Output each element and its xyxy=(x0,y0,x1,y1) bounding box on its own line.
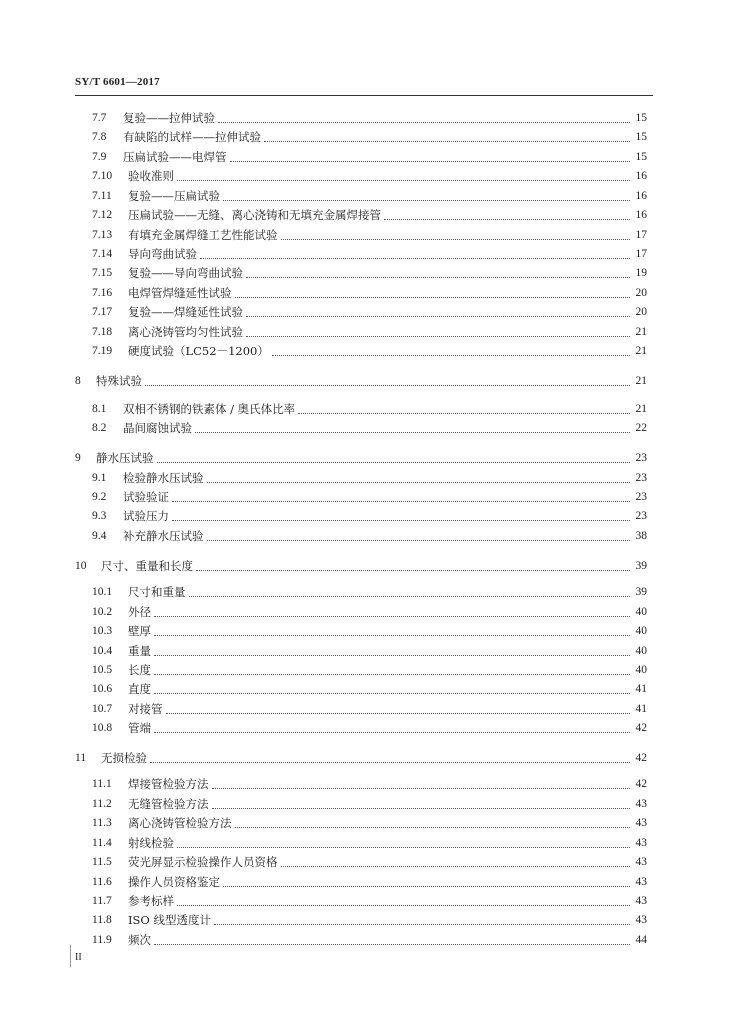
toc-entry-page: 42 xyxy=(635,778,647,790)
toc-entry-page: 15 xyxy=(635,112,647,124)
toc-entry-title: 荧光屏显示检验操作人员资格 xyxy=(128,855,278,869)
toc-leader-dots xyxy=(207,540,631,541)
toc-entry-title: 尺寸和重量 xyxy=(128,585,186,599)
toc-entry-number: 10.3 xyxy=(92,625,113,637)
toc-entry[interactable] xyxy=(92,892,647,910)
toc-entry-number: 11.7 xyxy=(92,895,112,907)
toc-entry-title: 检验静水压试验 xyxy=(123,471,204,485)
toc-entry-page: 16 xyxy=(635,209,647,221)
toc-entry-page: 42 xyxy=(635,752,647,764)
toc-entry-number: 10.2 xyxy=(92,606,113,618)
toc-leader-dots xyxy=(189,596,631,597)
margin-rule xyxy=(70,945,71,967)
toc-entry-title: 射线检验 xyxy=(128,836,174,850)
toc-entry-page: 44 xyxy=(635,934,647,946)
toc-entry-number: 11.9 xyxy=(92,934,112,946)
toc-entry[interactable] xyxy=(92,814,647,832)
toc-leader-dots xyxy=(154,655,630,656)
toc-entry-page: 23 xyxy=(635,510,647,522)
toc-leader-dots xyxy=(154,616,630,617)
toc-entry[interactable] xyxy=(75,557,647,575)
toc-entry-number: 10.4 xyxy=(92,645,113,657)
toc-entry-title: 静水压试验 xyxy=(96,451,154,465)
document-code-header: SY/T 6601—2017 xyxy=(75,76,160,88)
toc-entry-number: 7.10 xyxy=(92,170,113,182)
toc-entry-number: 9.4 xyxy=(92,530,107,542)
toc-leader-dots xyxy=(281,866,631,867)
toc-leader-dots xyxy=(177,905,630,906)
toc-entry-title: 硬度试验（LC52－1200） xyxy=(128,344,269,358)
toc-entry[interactable] xyxy=(92,167,647,185)
toc-leader-dots xyxy=(235,297,631,298)
toc-entry-page: 17 xyxy=(635,229,647,241)
toc-entry-title: 复验——拉伸试验 xyxy=(123,111,215,125)
toc-leader-dots xyxy=(157,462,631,463)
toc-entry-number: 10.7 xyxy=(92,703,113,715)
toc-entry-number: 10.5 xyxy=(92,664,113,676)
toc-entry[interactable] xyxy=(92,128,647,146)
toc-entry[interactable] xyxy=(92,911,647,929)
toc-entry-number: 10.6 xyxy=(92,683,113,695)
toc-entry-number: 11.8 xyxy=(92,914,112,926)
toc-entry-title: 晶间腐蚀试验 xyxy=(123,421,192,435)
toc-entry-title: 离心浇铸管检验方法 xyxy=(128,816,232,830)
toc-entry-number: 9.3 xyxy=(92,510,107,522)
toc-entry-number: 8 xyxy=(75,375,81,387)
toc-entry-page: 21 xyxy=(635,345,647,357)
toc-entry[interactable] xyxy=(92,680,647,698)
toc-entry[interactable] xyxy=(92,469,647,487)
toc-entry-title: 复验——压扁试验 xyxy=(128,189,220,203)
toc-entry-page: 39 xyxy=(635,586,647,598)
toc-leader-dots xyxy=(212,808,631,809)
toc-entry-number: 9.2 xyxy=(92,491,107,503)
toc-entry[interactable] xyxy=(92,245,647,263)
toc-entry-title: 重量 xyxy=(128,644,151,658)
toc-leader-dots xyxy=(207,482,631,483)
toc-entry-number: 7.12 xyxy=(92,209,113,221)
toc-leader-dots xyxy=(246,277,630,278)
toc-leader-dots xyxy=(166,713,631,714)
toc-entry[interactable] xyxy=(92,873,647,891)
toc-entry-title: 无损检验 xyxy=(101,751,147,765)
toc-leader-dots xyxy=(298,413,630,414)
toc-entry-page: 16 xyxy=(635,170,647,182)
toc-entry-page: 43 xyxy=(635,895,647,907)
toc-entry-page: 22 xyxy=(635,422,647,434)
toc-leader-dots xyxy=(172,520,630,521)
toc-entry[interactable] xyxy=(92,775,647,793)
toc-entry[interactable] xyxy=(92,419,647,437)
toc-entry[interactable] xyxy=(92,400,647,418)
toc-entry[interactable] xyxy=(92,719,647,737)
toc-entry-page: 23 xyxy=(635,452,647,464)
toc-entry-number: 7.14 xyxy=(92,248,113,260)
toc-entry-number: 10.8 xyxy=(92,722,113,734)
toc-entry-number: 11.2 xyxy=(92,798,112,810)
toc-entry-page: 39 xyxy=(635,560,647,572)
toc-leader-dots xyxy=(177,847,630,848)
toc-entry-title: ISO 线型透度计 xyxy=(128,913,212,927)
toc-entry-number: 7.8 xyxy=(92,131,107,143)
toc-entry-page: 15 xyxy=(635,151,647,163)
toc-entry[interactable] xyxy=(92,488,647,506)
toc-entry-title: 有缺陷的试样——拉伸试验 xyxy=(123,130,261,144)
toc-entry-number: 7.13 xyxy=(92,229,113,241)
toc-entry-number: 8.1 xyxy=(92,403,107,415)
toc-entry[interactable] xyxy=(92,226,647,244)
toc-entry[interactable] xyxy=(75,749,647,767)
toc-entry[interactable] xyxy=(92,583,647,601)
toc-leader-dots xyxy=(214,924,630,925)
toc-entry-title: 管端 xyxy=(128,721,151,735)
toc-entry[interactable] xyxy=(92,206,647,224)
toc-leader-dots xyxy=(200,258,630,259)
toc-leader-dots xyxy=(154,635,630,636)
toc-entry-title: 导向弯曲试验 xyxy=(128,247,197,261)
toc-leader-dots xyxy=(218,122,630,123)
toc-entry-title: 特殊试验 xyxy=(96,374,142,388)
toc-entry-page: 21 xyxy=(635,375,647,387)
toc-entry-page: 43 xyxy=(635,798,647,810)
toc-entry[interactable] xyxy=(92,931,647,949)
toc-leader-dots xyxy=(154,944,630,945)
toc-entry-title: 压扁试验——电焊管 xyxy=(123,150,227,164)
toc-entry[interactable] xyxy=(92,284,647,302)
toc-entry[interactable] xyxy=(92,795,647,813)
toc-entry-number: 7.16 xyxy=(92,287,113,299)
toc-leader-dots xyxy=(195,432,630,433)
toc-entry-title: 复验——导向弯曲试验 xyxy=(128,266,243,280)
toc-entry-page: 23 xyxy=(635,472,647,484)
toc-entry-page: 43 xyxy=(635,837,647,849)
toc-entry-title: 试验压力 xyxy=(123,509,169,523)
toc-entry[interactable] xyxy=(92,148,647,166)
toc-entry[interactable] xyxy=(92,700,647,718)
toc-entry[interactable] xyxy=(92,527,647,545)
toc-entry-title: 无缝管检验方法 xyxy=(128,797,209,811)
toc-entry-number: 8.2 xyxy=(92,422,107,434)
toc-entry[interactable] xyxy=(92,603,647,621)
toc-leader-dots xyxy=(384,219,630,220)
toc-entry-number: 11 xyxy=(75,752,87,764)
toc-entry-title: 长度 xyxy=(128,663,151,677)
toc-entry-page: 41 xyxy=(635,683,647,695)
toc-entry-number: 11.3 xyxy=(92,817,112,829)
toc-entry[interactable] xyxy=(92,187,647,205)
toc-entry-page: 20 xyxy=(635,306,647,318)
toc-leader-dots xyxy=(272,355,630,356)
toc-entry-number: 11.5 xyxy=(92,856,112,868)
toc-entry[interactable] xyxy=(92,342,647,360)
toc-entry-number: 9 xyxy=(75,452,81,464)
toc-entry-title: 电焊管焊缝延性试验 xyxy=(128,286,232,300)
toc-leader-dots xyxy=(154,674,630,675)
toc-entry-page: 40 xyxy=(635,606,647,618)
toc-entry-title: 试验验证 xyxy=(123,490,169,504)
toc-entry[interactable] xyxy=(92,264,647,282)
toc-entry-title: 参考标样 xyxy=(128,894,174,908)
toc-entry[interactable] xyxy=(92,303,647,321)
toc-entry-title: 频次 xyxy=(128,933,151,947)
toc-entry-page: 40 xyxy=(635,664,647,676)
toc-leader-dots xyxy=(235,827,631,828)
toc-entry-number: 11.1 xyxy=(92,778,112,790)
toc-entry-number: 7.7 xyxy=(92,112,107,124)
toc-entry[interactable] xyxy=(92,853,647,871)
toc-leader-dots xyxy=(223,886,630,887)
toc-entry-title: 壁厚 xyxy=(128,624,151,638)
toc-leader-dots xyxy=(281,239,631,240)
toc-entry-page: 15 xyxy=(635,131,647,143)
toc-entry-number: 7.9 xyxy=(92,151,107,163)
toc-entry[interactable] xyxy=(92,323,647,341)
toc-entry-title: 压扁试验——无缝、离心浇铸和无填充金属焊接管 xyxy=(128,208,381,222)
toc-entry-title: 离心浇铸管均匀性试验 xyxy=(128,325,243,339)
toc-entry[interactable] xyxy=(92,834,647,852)
toc-entry-page: 38 xyxy=(635,530,647,542)
toc-entry-page: 40 xyxy=(635,625,647,637)
toc-leader-dots xyxy=(246,336,630,337)
toc-entry-title: 直度 xyxy=(128,682,151,696)
toc-entry-number: 7.15 xyxy=(92,267,113,279)
toc-entry[interactable] xyxy=(75,372,647,390)
toc-entry-number: 7.18 xyxy=(92,326,113,338)
toc-entry-number: 7.11 xyxy=(92,190,112,202)
toc-leader-dots xyxy=(177,180,630,181)
toc-entry-page: 43 xyxy=(635,876,647,888)
toc-entry-page: 21 xyxy=(635,403,647,415)
toc-entry-number: 7.17 xyxy=(92,306,113,318)
toc-entry-page: 43 xyxy=(635,817,647,829)
toc-entry-title: 有填充金属焊缝工艺性能试验 xyxy=(128,228,278,242)
toc-entry-number: 9.1 xyxy=(92,472,107,484)
toc-entry-number: 10.1 xyxy=(92,586,113,598)
toc-entry-page: 19 xyxy=(635,267,647,279)
toc-entry-page: 41 xyxy=(635,703,647,715)
toc-entry-number: 10 xyxy=(75,560,87,572)
toc-entry[interactable] xyxy=(92,661,647,679)
toc-entry[interactable] xyxy=(92,622,647,640)
toc-entry[interactable] xyxy=(92,642,647,660)
toc-entry-page: 43 xyxy=(635,856,647,868)
toc-leader-dots xyxy=(172,501,630,502)
toc-leader-dots xyxy=(145,385,630,386)
toc-entry-title: 补充静水压试验 xyxy=(123,529,204,543)
toc-leader-dots xyxy=(212,788,631,789)
toc-entry-number: 11.6 xyxy=(92,876,112,888)
toc-entry[interactable] xyxy=(92,507,647,525)
toc-entry-page: 21 xyxy=(635,326,647,338)
toc-leader-dots xyxy=(230,161,631,162)
toc-leader-dots xyxy=(150,762,630,763)
toc-entry-title: 验收准则 xyxy=(128,169,174,183)
toc-entry-page: 23 xyxy=(635,491,647,503)
toc-leader-dots xyxy=(264,141,630,142)
toc-entry-page: 20 xyxy=(635,287,647,299)
toc-entry-title: 操作人员资格鉴定 xyxy=(128,875,220,889)
toc-entry-title: 尺寸、重量和长度 xyxy=(101,559,193,573)
toc-entry-title: 双相不锈钢的铁素体 / 奥氏体比率 xyxy=(123,402,296,416)
toc-entry-page: 40 xyxy=(635,645,647,657)
toc-leader-dots xyxy=(223,200,630,201)
toc-leader-dots xyxy=(246,316,630,317)
toc-entry-title: 对接管 xyxy=(128,702,163,716)
toc-leader-dots xyxy=(196,570,630,571)
toc-entry-title: 焊接管检验方法 xyxy=(128,777,209,791)
toc-entry-page: 43 xyxy=(635,914,647,926)
toc-entry-title: 外径 xyxy=(128,605,151,619)
toc-entry-page: 16 xyxy=(635,190,647,202)
toc-leader-dots xyxy=(154,693,630,694)
toc-entry-title: 复验——焊缝延性试验 xyxy=(128,305,243,319)
toc-entry-number: 7.19 xyxy=(92,345,113,357)
toc-leader-dots xyxy=(154,732,630,733)
toc-entry-number: 11.4 xyxy=(92,837,112,849)
toc-entry-page: 17 xyxy=(635,248,647,260)
page-number: II xyxy=(75,952,82,963)
toc-entry[interactable] xyxy=(75,449,647,467)
toc-entry[interactable] xyxy=(92,109,647,127)
toc-entry-page: 42 xyxy=(635,722,647,734)
